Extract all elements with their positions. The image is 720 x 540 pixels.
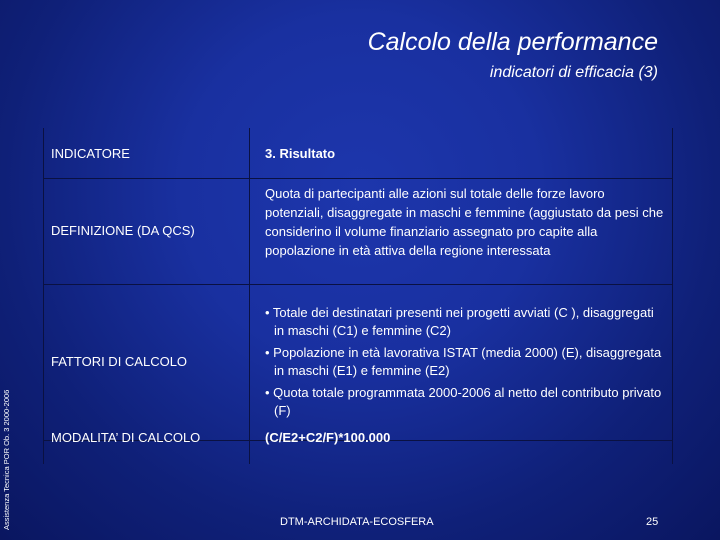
- indicator-table: [43, 128, 673, 464]
- row-label-fattori: FATTORI DI CALCOLO: [51, 354, 188, 369]
- fattori-bullet: • Totale dei destinatari presenti nei progetti avviati (C ), disaggregati in maschi (C1) e femmine (C2): [265, 305, 654, 338]
- page-number: 25: [646, 516, 659, 528]
- row-value-modalita: (C/E2+C2/F)*100.000: [265, 430, 391, 445]
- fattori-bullet: • Quota totale programmata 2000-2006 al netto del contributo privato (F): [265, 385, 662, 418]
- side-vertical-text: Assistenza Tecnica POR Ob. 3 2000-2006: [2, 389, 11, 530]
- slide-title: Calcolo della performance: [367, 28, 658, 56]
- footer-organization: DTM-ARCHIDATA-ECOSFERA: [280, 516, 434, 528]
- row-label-definizione: DEFINIZIONE (DA QCS): [51, 223, 195, 238]
- fattori-bullet: • Popolazione in età lavorativa ISTAT (media 2000) (E), disaggregata in maschi (E1) e femmine (E2): [265, 345, 662, 378]
- row-value-definizione: Quota di partecipanti alle azioni sul totale delle forze lavoro potenziali, disaggregate in maschi e femmine (aggiustato da pesi che considerino il volume finanziario assegnato pro capite alla popolazione in età attiva della regione interessata: [265, 186, 664, 258]
- row-value-indicatore: 3. Risultato: [265, 146, 336, 161]
- table-divider-row: [43, 178, 673, 179]
- row-label-indicatore: INDICATORE: [51, 146, 130, 161]
- row-value-fattori: [265, 304, 665, 420]
- slide-subtitle: indicatori di efficacia (3): [489, 64, 658, 81]
- table-divider-row: [43, 284, 673, 285]
- row-label-modalita: MODALITA’ DI CALCOLO: [51, 430, 201, 445]
